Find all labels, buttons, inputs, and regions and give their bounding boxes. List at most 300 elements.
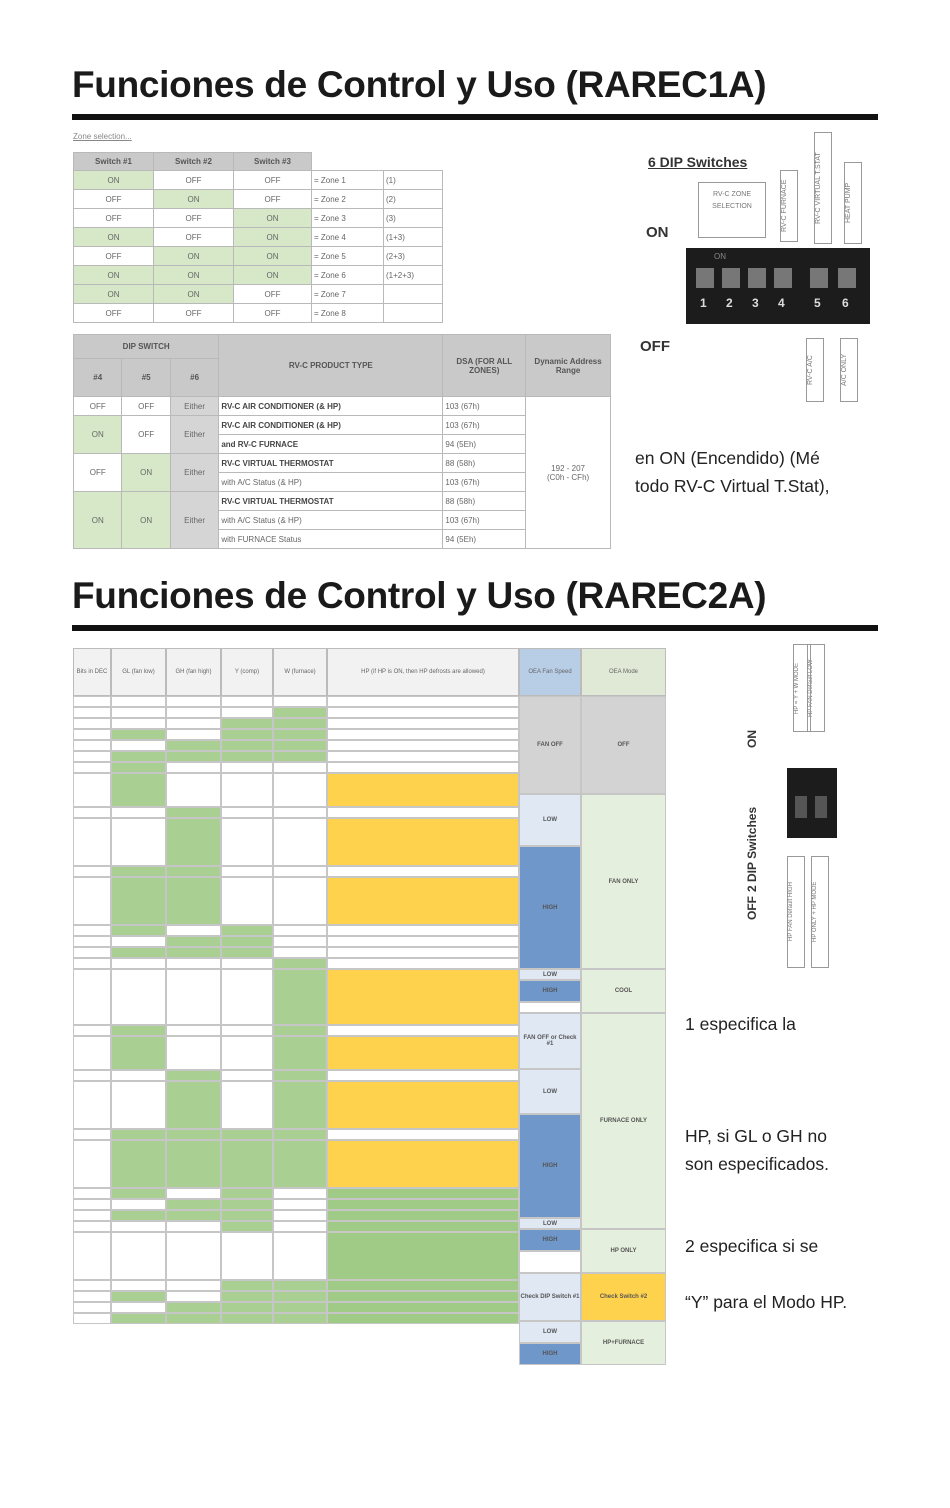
table2-cell bbox=[327, 969, 519, 1025]
fan-speed-cell: HIGH bbox=[519, 846, 581, 969]
table2-cell bbox=[73, 1291, 111, 1302]
table2-cell bbox=[273, 1221, 327, 1232]
table2-cell bbox=[273, 1129, 327, 1140]
table2-cell bbox=[327, 773, 519, 807]
note-line: en ON (Encendido) (Mé bbox=[635, 448, 820, 468]
zone-cell: ON bbox=[234, 228, 312, 247]
table2-cell bbox=[166, 1221, 221, 1232]
zone-cell: ON bbox=[154, 247, 234, 266]
table2-cell bbox=[166, 1081, 221, 1129]
zone-cell: (1+2+3) bbox=[384, 266, 443, 285]
zone-cell bbox=[384, 285, 443, 304]
table2-cell bbox=[273, 947, 327, 958]
table2-cell bbox=[166, 762, 221, 773]
zone-cell: ON bbox=[154, 285, 234, 304]
zone-cell: OFF bbox=[74, 190, 154, 209]
table2-cell bbox=[327, 807, 519, 818]
zone-cell: = Zone 5 bbox=[312, 247, 384, 266]
table2-cell bbox=[273, 925, 327, 936]
table2-cell bbox=[221, 718, 273, 729]
table2-cell bbox=[73, 1025, 111, 1036]
table2-cell bbox=[111, 729, 166, 740]
dip-slot bbox=[774, 268, 792, 288]
table2-cell bbox=[111, 707, 166, 718]
table2-cell bbox=[273, 762, 327, 773]
switch-on-text: ON bbox=[714, 252, 726, 261]
table2-cell bbox=[73, 818, 111, 866]
table2-cell bbox=[221, 696, 273, 707]
table2-cell bbox=[221, 1140, 273, 1188]
table2-cell bbox=[111, 958, 166, 969]
table2-cell bbox=[327, 740, 519, 751]
table2-cell bbox=[73, 729, 111, 740]
table2-cell bbox=[111, 762, 166, 773]
cell: with A/C Status (& HP) bbox=[219, 511, 443, 530]
table2-cell bbox=[221, 1199, 273, 1210]
table2-cell bbox=[327, 1291, 519, 1302]
zone-cell: OFF bbox=[234, 190, 312, 209]
table2-cell bbox=[166, 729, 221, 740]
zone-cell: ON bbox=[154, 266, 234, 285]
cell: RV-C VIRTUAL THERMOSTAT bbox=[219, 492, 443, 511]
mode-cell: COOL bbox=[581, 969, 666, 1013]
table2-cell bbox=[111, 740, 166, 751]
dip-switch-body bbox=[686, 248, 870, 324]
cell: OFF bbox=[74, 397, 122, 416]
dip-number: 5 bbox=[814, 296, 821, 310]
zone-cell: = Zone 8 bbox=[312, 304, 384, 323]
zone-header: Switch #2 bbox=[154, 153, 234, 171]
zone-cell: = Zone 1 bbox=[312, 171, 384, 190]
table2-header: OEA Fan Speed bbox=[519, 648, 581, 696]
table2-cell bbox=[327, 925, 519, 936]
table2-cell bbox=[273, 807, 327, 818]
table2-cell bbox=[73, 707, 111, 718]
zone-cell: = Zone 7 bbox=[312, 285, 384, 304]
table2-cell bbox=[73, 1140, 111, 1188]
table2-cell bbox=[166, 1313, 221, 1324]
cell: ON bbox=[74, 416, 122, 454]
zone-cell: OFF bbox=[154, 304, 234, 323]
table2-cell bbox=[221, 1025, 273, 1036]
table2-cell bbox=[73, 866, 111, 877]
zone-caption: Zone selection... bbox=[73, 132, 132, 141]
zone-cell: OFF bbox=[234, 304, 312, 323]
table2-cell bbox=[111, 1070, 166, 1081]
table2-cell bbox=[221, 1188, 273, 1199]
table2-cell bbox=[73, 696, 111, 707]
six-dip-switch-diagram bbox=[634, 132, 878, 412]
dip-title: 6 DIP Switches bbox=[648, 154, 748, 170]
dip-number: 2 bbox=[726, 296, 733, 310]
fan-speed-cell: LOW bbox=[519, 1218, 581, 1229]
table2-cell bbox=[221, 707, 273, 718]
table2-cell bbox=[273, 773, 327, 807]
cell: RV-C VIRTUAL THERMOSTAT bbox=[219, 454, 443, 473]
table2-cell bbox=[166, 866, 221, 877]
table2-header: W (furnace) bbox=[273, 648, 327, 696]
cell: ON bbox=[122, 454, 170, 492]
fan-speed-cell: FAN OFF or Check #1 bbox=[519, 1013, 581, 1069]
table2-cell bbox=[111, 1188, 166, 1199]
table2-cell bbox=[111, 969, 166, 1025]
table2-cell bbox=[221, 1129, 273, 1140]
label-ac-only: A/C ONLY bbox=[840, 338, 858, 402]
table2-cell bbox=[221, 751, 273, 762]
table2-cell bbox=[327, 818, 519, 866]
table2-cell bbox=[111, 1313, 166, 1324]
cell: Either bbox=[170, 397, 218, 416]
table2-cell bbox=[273, 1232, 327, 1280]
table2-cell bbox=[73, 1210, 111, 1221]
table2-cell bbox=[166, 1188, 221, 1199]
mode-cell: FURNACE ONLY bbox=[581, 1013, 666, 1229]
table2-cell bbox=[221, 1081, 273, 1129]
table2-cell bbox=[111, 1199, 166, 1210]
zone-cell: OFF bbox=[74, 304, 154, 323]
table2-cell bbox=[221, 947, 273, 958]
table2-cell bbox=[273, 1070, 327, 1081]
mode-cell: Check Switch #2 bbox=[581, 1273, 666, 1321]
table2-cell bbox=[166, 707, 221, 718]
table2-cell bbox=[327, 1210, 519, 1221]
zone-cell: (3) bbox=[384, 209, 443, 228]
table2-cell bbox=[327, 1199, 519, 1210]
title-rule-1 bbox=[72, 114, 878, 120]
table2-cell bbox=[221, 1221, 273, 1232]
on-label-2: ON bbox=[745, 730, 759, 748]
zone-selection-table bbox=[73, 152, 443, 323]
table2-cell bbox=[221, 773, 273, 807]
zone-cell: OFF bbox=[154, 228, 234, 247]
table2-cell bbox=[111, 1302, 166, 1313]
zone-cell: = Zone 4 bbox=[312, 228, 384, 247]
table2-cell bbox=[327, 1302, 519, 1313]
table2-cell bbox=[111, 807, 166, 818]
table2-header: GL (fan low) bbox=[111, 648, 166, 696]
table2-cell bbox=[221, 1210, 273, 1221]
dip-number: 4 bbox=[778, 296, 785, 310]
table2-cell bbox=[111, 1291, 166, 1302]
table2-cell bbox=[327, 1280, 519, 1291]
table2-cell bbox=[73, 1280, 111, 1291]
table2-cell bbox=[73, 1036, 111, 1070]
cell: Either bbox=[170, 492, 218, 549]
fan-speed-cell: LOW bbox=[519, 1321, 581, 1343]
note-3: son especificados. bbox=[685, 1154, 829, 1174]
sw6-header: #6 bbox=[170, 359, 218, 397]
table2-cell bbox=[166, 696, 221, 707]
table2-cell bbox=[273, 1302, 327, 1313]
table2-cell bbox=[111, 1280, 166, 1291]
two-dip-switch-diagram bbox=[735, 640, 845, 972]
mode-cell: HP ONLY bbox=[581, 1229, 666, 1273]
table2-cell bbox=[273, 751, 327, 762]
table2-cell bbox=[73, 1070, 111, 1081]
table2-cell bbox=[327, 707, 519, 718]
table2-cell bbox=[166, 773, 221, 807]
table2-cell bbox=[273, 936, 327, 947]
zone-cell: OFF bbox=[234, 285, 312, 304]
fan-speed-cell: LOW bbox=[519, 794, 581, 846]
table2-cell bbox=[166, 947, 221, 958]
table2-cell bbox=[111, 1210, 166, 1221]
table2-cell bbox=[111, 877, 166, 925]
cell: 94 (5Eh) bbox=[443, 435, 526, 454]
table2-cell bbox=[166, 1280, 221, 1291]
cell: ON bbox=[122, 492, 170, 549]
table2-cell bbox=[221, 969, 273, 1025]
zone-cell: ON bbox=[74, 171, 154, 190]
title-rule-2 bbox=[72, 625, 878, 631]
cell: Either bbox=[170, 454, 218, 492]
zone-cell: ON bbox=[234, 209, 312, 228]
table2-cell bbox=[273, 958, 327, 969]
cell: Either bbox=[170, 416, 218, 454]
table2-cell bbox=[166, 1070, 221, 1081]
sw5-header: #5 bbox=[122, 359, 170, 397]
table2-cell bbox=[327, 1232, 519, 1280]
table2-cell bbox=[73, 807, 111, 818]
table2-cell bbox=[221, 936, 273, 947]
zone-header: Switch #1 bbox=[74, 153, 154, 171]
table2-cell bbox=[166, 1210, 221, 1221]
dynamic-header: Dynamic Address Range bbox=[526, 335, 611, 397]
sw4-header: #4 bbox=[74, 359, 122, 397]
table2-cell bbox=[273, 740, 327, 751]
zone-cell: OFF bbox=[154, 209, 234, 228]
table2-cell bbox=[327, 866, 519, 877]
section1-title: Funciones de Control y Uso (RAREC1A) bbox=[72, 64, 767, 105]
cell: and RV-C FURNACE bbox=[219, 435, 443, 454]
note-5: “Y” para el Modo HP. bbox=[685, 1292, 848, 1312]
table2-cell bbox=[73, 947, 111, 958]
table2-cell bbox=[111, 925, 166, 936]
cell: 88 (58h) bbox=[443, 454, 526, 473]
table2-header: Y (comp) bbox=[221, 648, 273, 696]
section2-title: Funciones de Control y Uso (RAREC2A) bbox=[72, 575, 767, 616]
fan-speed-cell bbox=[519, 1002, 581, 1013]
table2-cell bbox=[73, 762, 111, 773]
note-1: 1 especifica la bbox=[685, 1014, 796, 1034]
zone-header: Switch #3 bbox=[234, 153, 312, 171]
table2-cell bbox=[166, 740, 221, 751]
table2-cell bbox=[273, 718, 327, 729]
table2-cell bbox=[111, 1025, 166, 1036]
cell: 94 (5Eh) bbox=[443, 530, 526, 549]
table2-cell bbox=[111, 1129, 166, 1140]
table2-cell bbox=[166, 807, 221, 818]
cell: 88 (58h) bbox=[443, 492, 526, 511]
table2-cell bbox=[273, 1313, 327, 1324]
table2-header: OEA Mode bbox=[581, 648, 666, 696]
table2-cell bbox=[327, 1188, 519, 1199]
zone-cell: (1) bbox=[384, 171, 443, 190]
zone-cell bbox=[384, 304, 443, 323]
zone-cell: = Zone 2 bbox=[312, 190, 384, 209]
table2-cell bbox=[327, 1313, 519, 1324]
table2-cell bbox=[273, 969, 327, 1025]
table2-cell bbox=[166, 958, 221, 969]
table2-cell bbox=[273, 1188, 327, 1199]
fan-speed-cell: LOW bbox=[519, 969, 581, 980]
table2-cell bbox=[221, 740, 273, 751]
table2-cell bbox=[166, 925, 221, 936]
table2-cell bbox=[327, 1070, 519, 1081]
mode-cell: HP+FURNACE bbox=[581, 1321, 666, 1365]
zone-cell: ON bbox=[74, 285, 154, 304]
note-4: 2 especifica si se bbox=[685, 1236, 819, 1256]
table2-cell bbox=[221, 1291, 273, 1302]
table2-cell bbox=[273, 1210, 327, 1221]
table2-cell bbox=[111, 1140, 166, 1188]
dip-slot bbox=[838, 268, 856, 288]
fan-speed-cell: HIGH bbox=[519, 1114, 581, 1218]
label-hp-yw: HP = Y + W MODE bbox=[793, 644, 811, 732]
zone-cell: = Zone 6 bbox=[312, 266, 384, 285]
table2-cell bbox=[111, 947, 166, 958]
label-virtual-tstat: RV-C VIRTUAL T.STAT bbox=[814, 132, 832, 244]
table2-cell bbox=[221, 818, 273, 866]
cell: with A/C Status (& HP) bbox=[219, 473, 443, 492]
table2-cell bbox=[73, 1081, 111, 1129]
cell: RV-C AIR CONDITIONER (& HP) bbox=[219, 416, 443, 435]
table2-cell bbox=[327, 947, 519, 958]
table2-cell bbox=[111, 866, 166, 877]
on-label: ON bbox=[646, 224, 669, 241]
zone-cell: OFF bbox=[234, 171, 312, 190]
table2-cell bbox=[73, 969, 111, 1025]
table2-cell bbox=[327, 1221, 519, 1232]
table2-cell bbox=[73, 1302, 111, 1313]
cell: 103 (67h) bbox=[443, 416, 526, 435]
cell: OFF bbox=[74, 454, 122, 492]
zone-cell: ON bbox=[74, 228, 154, 247]
table2-cell bbox=[73, 718, 111, 729]
table2-header: GH (fan high) bbox=[166, 648, 221, 696]
table2-cell bbox=[221, 1036, 273, 1070]
table2-header: HP (if HP is ON, then HP defrosts are allowed) bbox=[327, 648, 519, 696]
cell: 103 (67h) bbox=[443, 511, 526, 530]
table2-cell bbox=[111, 936, 166, 947]
fan-speed-cell: HIGH bbox=[519, 1229, 581, 1251]
table2-cell bbox=[73, 925, 111, 936]
cell: OFF bbox=[122, 416, 170, 454]
table2-cell bbox=[166, 1025, 221, 1036]
label-furnace: RV-C FURNACE bbox=[780, 170, 798, 242]
mode-cell: OFF bbox=[581, 696, 666, 794]
table2-cell bbox=[111, 773, 166, 807]
table2-cell bbox=[111, 1036, 166, 1070]
table2-cell bbox=[166, 969, 221, 1025]
dip-switch-body-2 bbox=[787, 768, 837, 838]
zone-cell: OFF bbox=[74, 247, 154, 266]
label-hp-only: HP ONLY + HP MODE bbox=[811, 856, 829, 968]
dip-slot bbox=[748, 268, 766, 288]
zone-cell: ON bbox=[234, 266, 312, 285]
table2-cell bbox=[273, 696, 327, 707]
table2-cell bbox=[221, 1313, 273, 1324]
zone-cell: (2) bbox=[384, 190, 443, 209]
table2-cell bbox=[327, 696, 519, 707]
table2-cell bbox=[327, 729, 519, 740]
table2-cell bbox=[111, 751, 166, 762]
mode-cell: FAN ONLY bbox=[581, 794, 666, 969]
zone-cell: (2+3) bbox=[384, 247, 443, 266]
table2-cell bbox=[111, 718, 166, 729]
table2-cell bbox=[327, 936, 519, 947]
table2-cell bbox=[221, 1070, 273, 1081]
cell: 103 (67h) bbox=[443, 397, 526, 416]
table2-cell bbox=[221, 807, 273, 818]
fan-speed-cell: HIGH bbox=[519, 1343, 581, 1365]
table2-cell bbox=[221, 762, 273, 773]
dip-slot bbox=[810, 268, 828, 288]
table2-cell bbox=[73, 936, 111, 947]
table2-cell bbox=[273, 1140, 327, 1188]
table2-cell bbox=[166, 1036, 221, 1070]
dip-number: 6 bbox=[842, 296, 849, 310]
table2-cell bbox=[221, 925, 273, 936]
table2-cell bbox=[111, 696, 166, 707]
table2-cell bbox=[73, 751, 111, 762]
zone-selection-box: RV-C ZONE SELECTION bbox=[698, 182, 766, 238]
table2-cell bbox=[166, 936, 221, 947]
table2-cell bbox=[166, 1291, 221, 1302]
table2-cell bbox=[273, 1291, 327, 1302]
table2-cell bbox=[327, 1081, 519, 1129]
off-label: OFF bbox=[640, 338, 670, 355]
table2-cell bbox=[327, 877, 519, 925]
cell: OFF bbox=[122, 397, 170, 416]
table2-cell bbox=[221, 1280, 273, 1291]
note-line: todo RV-C Virtual T.Stat), bbox=[635, 476, 830, 496]
table2-cell bbox=[166, 1232, 221, 1280]
table2-cell bbox=[273, 866, 327, 877]
dip-title-2: 2 DIP Switches bbox=[745, 806, 759, 892]
control-table-2 bbox=[73, 648, 666, 1436]
table2-cell bbox=[111, 1232, 166, 1280]
zone-cell: ON bbox=[74, 266, 154, 285]
table2-cell bbox=[327, 1025, 519, 1036]
cell: ON bbox=[74, 492, 122, 549]
note-2: HP, si GL o GH no bbox=[685, 1126, 828, 1146]
table2-cell bbox=[327, 718, 519, 729]
table2-cell bbox=[221, 958, 273, 969]
table2-cell bbox=[273, 1081, 327, 1129]
table2-cell bbox=[273, 818, 327, 866]
table2-cell bbox=[166, 1140, 221, 1188]
table2-cell bbox=[166, 1199, 221, 1210]
table2-cell bbox=[327, 762, 519, 773]
dip-number: 3 bbox=[752, 296, 759, 310]
table2-cell bbox=[327, 1140, 519, 1188]
zone-cell: OFF bbox=[74, 209, 154, 228]
table2-cell bbox=[327, 1129, 519, 1140]
cell: 103 (67h) bbox=[443, 473, 526, 492]
fan-speed-cell: FAN OFF bbox=[519, 696, 581, 794]
table2-cell bbox=[273, 1280, 327, 1291]
table2-cell bbox=[73, 773, 111, 807]
table2-cell bbox=[166, 751, 221, 762]
zone-cell: ON bbox=[154, 190, 234, 209]
table2-cell bbox=[273, 729, 327, 740]
fan-speed-cell: LOW bbox=[519, 1069, 581, 1114]
dsa-header: DSA (FOR ALL ZONES) bbox=[443, 335, 526, 397]
dip-slot bbox=[722, 268, 740, 288]
fan-speed-cell: Check DIP Switch #1 bbox=[519, 1273, 581, 1321]
table2-cell bbox=[273, 1036, 327, 1070]
